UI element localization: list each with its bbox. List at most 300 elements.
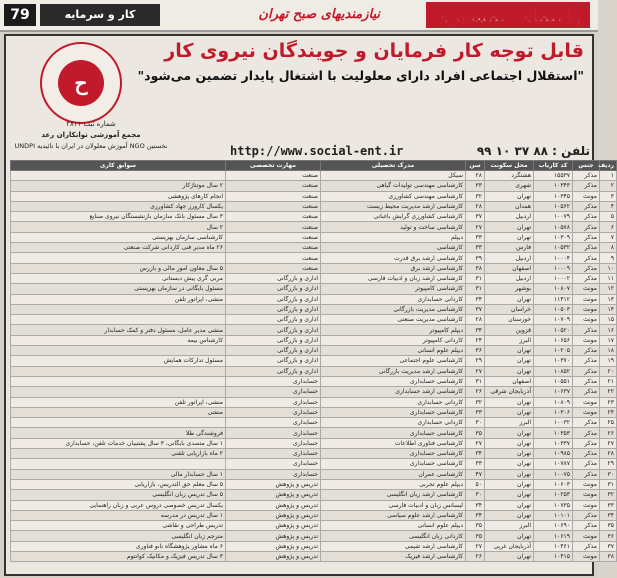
table-body [11, 171, 617, 562]
cell-experience [11, 171, 226, 181]
table-row [11, 315, 617, 325]
cell-code: ۱۰۳۳۷ [534, 438, 573, 448]
cell-residence: تهران [485, 346, 534, 356]
table-row [11, 222, 617, 232]
cell-degree: کارشناسی ارشد فیزیک [321, 551, 466, 561]
cell-age: ۳۸ [466, 263, 485, 273]
cell-age: ۳۳ [466, 232, 485, 242]
cell-gender: مذکر [573, 325, 600, 335]
cell-residence: اصفهان [485, 376, 534, 386]
job-seekers-table [10, 160, 617, 562]
cell-residence: تهران [485, 397, 534, 407]
cell-degree: کارشناسی ارشد مدیریت بازرگانی [321, 366, 466, 376]
cell-experience [11, 376, 226, 386]
registration-number: شماره ثبت ۲۸۱۱ [66, 120, 116, 128]
cell-gender: مذکر [573, 171, 600, 181]
table-header-row [11, 161, 617, 171]
cell-code: ۱۰۷۸۷ [534, 459, 573, 469]
cell-degree: کاردانی حسابداری [321, 418, 466, 428]
cell-experience: ۲ سال [11, 222, 226, 232]
cell-skill: تدریس و پژوهش [226, 521, 321, 531]
cell-experience: ۱ سال تدریس در مدرسه [11, 510, 226, 520]
cell-row-number: ۳۲ [600, 490, 617, 500]
cell-degree: کارشناسی عمران [321, 469, 466, 479]
cell-gender: مذکر [573, 438, 600, 448]
cell-code: ۱۰۳۴۳ [534, 181, 573, 191]
cell-skill: صنعت [226, 191, 321, 201]
cell-residence: تهران [485, 407, 534, 417]
table-row [11, 500, 617, 510]
cell-residence: آذربایجان غربی [485, 541, 534, 551]
cell-residence: تهران [485, 232, 534, 242]
table-row [11, 407, 617, 417]
cell-degree: لیسانس زبان و ادبیات فارسی [321, 500, 466, 510]
cell-skill: حسابداری [226, 428, 321, 438]
cell-residence: اصفهان [485, 263, 534, 273]
cell-experience: ۵ سال معلم حق التدریس، بازاریابی [11, 479, 226, 489]
cell-age: ۳۱ [466, 284, 485, 294]
website-link[interactable]: http://www.social-ent.ir [230, 144, 404, 158]
cell-age: ۳۷ [466, 212, 485, 222]
table-row [11, 191, 617, 201]
cell-gender: مذکر [573, 201, 600, 211]
cell-gender: مذکر [573, 541, 600, 551]
cell-skill: تدریس و پژوهش [226, 500, 321, 510]
cell-skill: اداری و بازرگانی [226, 366, 321, 376]
cell-degree: کارشناسی کشاورزی گرایش باغبانی [321, 212, 466, 222]
cell-age: ۵۰ [466, 479, 485, 489]
cell-degree: کارشناسی ارشد علوم سیاسی [321, 510, 466, 520]
table-row [11, 253, 617, 263]
cell-skill: تدریس و پژوهش [226, 531, 321, 541]
cell-gender: مذکر [573, 521, 600, 531]
cell-row-number: ۱۰ [600, 263, 617, 273]
table-row [11, 521, 617, 531]
cell-code: ۱۰۸۰۷ [534, 284, 573, 294]
header-degree: مدرک تحصیلی [321, 161, 466, 171]
cell-gender: مذکر [573, 356, 600, 366]
table-row [11, 479, 617, 489]
cell-code: ۱۰۸۵۲ [534, 366, 573, 376]
cell-age: ۲۶ [466, 551, 485, 561]
cell-age: ۲۷ [466, 366, 485, 376]
table-row [11, 201, 617, 211]
table-row [11, 335, 617, 345]
cell-row-number: ۳۴ [600, 510, 617, 520]
cell-residence: تهران [485, 222, 534, 232]
cell-row-number: ۳۵ [600, 521, 617, 531]
cell-experience: ۵ سال معاون امور مالی و بازرس [11, 263, 226, 273]
table-row [11, 212, 617, 222]
cell-residence: شهری [485, 181, 534, 191]
cell-degree: دیپلم کامپیوتر [321, 325, 466, 335]
cell-skill: اداری و بازرگانی [226, 335, 321, 345]
table-row [11, 304, 617, 314]
cell-code: ۱۰۰۳۲ [534, 418, 573, 428]
org-info [8, 38, 174, 156]
cell-age: ۳۳ [466, 459, 485, 469]
cell-residence: تهران [485, 479, 534, 489]
cell-residence: اردبیل [485, 253, 534, 263]
cell-row-number: ۲۶ [600, 428, 617, 438]
cell-age: ۳۶ [466, 346, 485, 356]
cell-degree: کاردانی زبان انگلیسی [321, 531, 466, 541]
cell-age: ۳۵ [466, 531, 485, 541]
cell-age: ۳۵ [466, 521, 485, 531]
cell-gender: مذکر [573, 428, 600, 438]
cell-experience: منشی مدیر عامل، مسئول دفتر و کمک حسابدار [11, 325, 226, 335]
cell-code: ۱۰۲۰۵ [534, 346, 573, 356]
cell-gender: مونث [573, 551, 600, 561]
cell-degree: کارشناسی [321, 243, 466, 253]
table-row [11, 541, 617, 551]
cell-degree: کارشناسی ارشد برق قدرت [321, 253, 466, 263]
cell-degree: کارشناسی ارشد شیمی [321, 541, 466, 551]
cell-residence: تهران [485, 294, 534, 304]
cell-row-number: ۳۰ [600, 469, 617, 479]
cell-row-number: ۱۸ [600, 346, 617, 356]
cell-gender: مونث [573, 397, 600, 407]
cell-age: ۳۴ [466, 500, 485, 510]
cell-skill: تدریس و پژوهش [226, 479, 321, 489]
table-row [11, 232, 617, 242]
cell-gender: مونث [573, 500, 600, 510]
cell-code: ۱۰۳۰۹ [534, 232, 573, 242]
cell-code: ۱۰۷۰۹ [534, 315, 573, 325]
cell-age: ۳۲ [466, 191, 485, 201]
cell-row-number: ۹ [600, 253, 617, 263]
cell-code: ۱۰۰۰۲ [534, 273, 573, 283]
table-row [11, 397, 617, 407]
cell-residence: تهران [485, 510, 534, 520]
cell-age: ۲۸ [466, 201, 485, 211]
cell-gender: مذکر [573, 346, 600, 356]
cell-skill: حسابداری [226, 449, 321, 459]
cell-residence: تهران [485, 449, 534, 459]
cell-code: ۱۰۳۴۵ [534, 191, 573, 201]
cell-experience: مترجم زبان انگلیسی [11, 531, 226, 541]
cell-age: ۳۴ [466, 449, 485, 459]
cell-code: ۱۰۵۰۳ [534, 304, 573, 314]
header-row-number: ردیف [600, 161, 617, 171]
cell-code: ۱۰۰۰۴ [534, 253, 573, 263]
cell-skill: اداری و بازرگانی [226, 346, 321, 356]
cell-age: ۲۷ [466, 438, 485, 448]
cell-code: ۱۰۳۰۶ [534, 407, 573, 417]
table-row [11, 243, 617, 253]
cell-skill: صنعت [226, 181, 321, 191]
cell-residence: خوزستان [485, 315, 534, 325]
cell-skill: صنعت [226, 201, 321, 211]
cell-row-number: ۲۵ [600, 418, 617, 428]
cell-experience [11, 346, 226, 356]
cell-age: ۳۷ [466, 304, 485, 314]
cell-row-number: ۱۳ [600, 294, 617, 304]
cell-age: ۲۸ [466, 171, 485, 181]
cell-skill: صنعت [226, 243, 321, 253]
cell-residence: تهران [485, 366, 534, 376]
cell-experience: منشی [11, 407, 226, 417]
table-row [11, 171, 617, 181]
header-residence: محل سکونت [485, 161, 534, 171]
cell-residence: تهران [485, 500, 534, 510]
cell-gender: مذکر [573, 510, 600, 520]
cell-age: ۳۳ [466, 407, 485, 417]
cell-row-number: ۳۶ [600, 531, 617, 541]
cell-age: ۳۱ [466, 273, 485, 283]
cell-degree: کارشناسی ارشد مدیریت محیط زیست [321, 201, 466, 211]
table-row [11, 181, 617, 191]
cell-degree: دیپلم علوم انسانی [321, 346, 466, 356]
cell-gender: مذکر [573, 459, 600, 469]
cell-skill: اداری و بازرگانی [226, 325, 321, 335]
org-logo-icon [40, 42, 122, 124]
cell-row-number: ۲۰ [600, 366, 617, 376]
cell-degree: کاردانی کامپیوتر [321, 335, 466, 345]
cell-code: ۱۰۶۵۶ [534, 335, 573, 345]
cell-degree: کارشناسی ارشد حسابداری [321, 387, 466, 397]
cell-gender: مذکر [573, 222, 600, 232]
cell-skill: تدریس و پژوهش [226, 541, 321, 551]
cell-experience: ۵ سال تدریس زبان انگلیسی [11, 490, 226, 500]
cell-residence: تهران [485, 356, 534, 366]
cell-row-number: ۲۴ [600, 407, 617, 417]
cell-age: ۲۸ [466, 315, 485, 325]
cell-gender: مونث [573, 335, 600, 345]
cell-row-number: ۲۸ [600, 449, 617, 459]
cell-residence: بوشهر [485, 284, 534, 294]
phone-number: تلفن : ۸۸ ۳۷ ۱۰ ۹۹ [476, 144, 590, 158]
cell-gender: مذکر [573, 366, 600, 376]
cell-skill: حسابداری [226, 376, 321, 386]
cell-row-number: ۱ [600, 171, 617, 181]
table-row [11, 531, 617, 541]
cell-row-number: ۱۲ [600, 284, 617, 294]
cell-code: ۱۰۵۲۰ [534, 325, 573, 335]
cell-gender: مونث [573, 304, 600, 314]
cell-row-number: ۲۲ [600, 387, 617, 397]
cell-gender: مذکر [573, 243, 600, 253]
cell-skill: اداری و بازرگانی [226, 315, 321, 325]
cell-skill: اداری و بازرگانی [226, 294, 321, 304]
cell-experience: یکسال تدریس خصوصی دروس عربی و زبان راهنمایی [11, 500, 226, 510]
cell-row-number: ۱۶ [600, 325, 617, 335]
cell-gender: مذکر [573, 181, 600, 191]
cell-skill: تدریس و پژوهش [226, 551, 321, 561]
cell-skill: حسابداری [226, 438, 321, 448]
cell-residence: البرز [485, 418, 534, 428]
cell-age: ۲۷ [466, 541, 485, 551]
cell-experience: مسئول تدارکات همایش [11, 356, 226, 366]
cell-row-number: ۱۵ [600, 315, 617, 325]
cell-code: ۱۰۵۵۱ [534, 376, 573, 386]
cell-residence: قزوین [485, 325, 534, 335]
cell-gender: مونث [573, 284, 600, 294]
cell-residence: تهران [485, 191, 534, 201]
table-row [11, 284, 617, 294]
cell-experience: ۱ سال متصدی بایگانی، ۳ سال پشتیبان خدمات تلفن، حسابداری [11, 438, 226, 448]
cell-experience: منشی، اپراتور تلفن [11, 397, 226, 407]
brand-masthead [168, 2, 594, 28]
cell-gender: مذکر [573, 469, 600, 479]
cell-residence: همدان [485, 201, 534, 211]
table-row [11, 438, 617, 448]
cell-skill: صنعت [226, 171, 321, 181]
cell-experience: کارشناسی سازمان بهزیستی [11, 232, 226, 242]
cell-skill: حسابداری [226, 469, 321, 479]
cell-gender: مونث [573, 191, 600, 201]
cell-degree: کاردانی حسابداری [321, 397, 466, 407]
cell-code: ۱۰۴۶۱ [534, 541, 573, 551]
cell-skill: تدریس و پژوهش [226, 490, 321, 500]
cell-row-number: ۳۸ [600, 551, 617, 561]
cell-code: ۱۰۴۱۵ [534, 551, 573, 561]
cell-residence: تهران [485, 438, 534, 448]
cell-age: ۲۶ [466, 387, 485, 397]
brand-title: راهنمای همشهری [426, 2, 590, 28]
cell-skill: حسابداری [226, 459, 321, 469]
header-age: سن [466, 161, 485, 171]
cell-residence: البرز [485, 335, 534, 345]
cell-experience: مسئول بایگانی در سازمان بهزیستی [11, 284, 226, 294]
cell-gender: مذکر [573, 212, 600, 222]
cell-age: ۳۱ [466, 376, 485, 386]
cell-residence: خراسان [485, 304, 534, 314]
cell-row-number: ۲۳ [600, 397, 617, 407]
cell-gender: مذکر [573, 232, 600, 242]
cell-degree: سیکل [321, 171, 466, 181]
cell-degree: کارشناسی ساخت و تولید [321, 222, 466, 232]
cell-code: ۱۰۲۵۳ [534, 490, 573, 500]
org-name: مجمع آموزشی توانکاران رعد [41, 131, 141, 139]
cell-experience: ۲۶ ماه مدیر فنی کاردانی شرکت صنعتی [11, 243, 226, 253]
cell-code: ۱۰۷۳۵ [534, 500, 573, 510]
cell-experience [11, 459, 226, 469]
cell-row-number: ۲۹ [600, 459, 617, 469]
cell-experience [11, 304, 226, 314]
cell-gender: مونث [573, 407, 600, 417]
cell-row-number: ۱۷ [600, 335, 617, 345]
cell-code: ۱۰۵۳۲ [534, 243, 573, 253]
cell-gender: مونث [573, 490, 600, 500]
cell-row-number: ۸ [600, 243, 617, 253]
cell-degree: کارشناسی فناوری اطلاعات [321, 438, 466, 448]
cell-age: ۳۴ [466, 325, 485, 335]
contact-line [176, 144, 590, 158]
cell-code: ۱۰۱۰۱ [534, 510, 573, 520]
page-number: 79 [4, 4, 36, 26]
cell-age: ۳۴ [466, 510, 485, 520]
cell-row-number: ۶ [600, 222, 617, 232]
cell-experience [11, 315, 226, 325]
cell-experience [11, 418, 226, 428]
cell-experience: ۳ سال تدریس فیزیک و مکانیک کوانتوم [11, 551, 226, 561]
cell-skill: صنعت [226, 232, 321, 242]
cell-row-number: ۳۳ [600, 500, 617, 510]
cell-skill: صنعت [226, 263, 321, 273]
ad-title: قابل توجه کار فرمایان و جویندگان نیروی کار [164, 40, 584, 62]
cell-experience: ۲ سال موتناژکار [11, 181, 226, 191]
cell-code: ۱۰۹۸۵ [534, 449, 573, 459]
cell-age: ۳۲ [466, 397, 485, 407]
cell-experience: ۶ ماه مشاور پژوهشگاه نانو فناوری [11, 541, 226, 551]
cell-residence: اردبیل [485, 212, 534, 222]
cell-skill: حسابداری [226, 387, 321, 397]
table-row [11, 294, 617, 304]
cell-experience: کارشناس بیمه [11, 335, 226, 345]
table-row [11, 366, 617, 376]
cell-skill: صنعت [226, 212, 321, 222]
table-row [11, 325, 617, 335]
cell-degree: کارشناسی ارشد زبان و ادبیات فارسی [321, 273, 466, 283]
cell-experience: ۳ سال مسئول بانک سازمان بازنشستگان نیروی صنایع [11, 212, 226, 222]
cell-gender: مذکر [573, 376, 600, 386]
cell-experience: تدریس طراحی و نقاشی [11, 521, 226, 531]
cell-degree: کاردانی حسابداری [321, 294, 466, 304]
cell-residence: البرز [485, 521, 534, 531]
cell-experience: مربی گری پیش دبستانی [11, 273, 226, 283]
table-row [11, 490, 617, 500]
cell-residence: تهران [485, 469, 534, 479]
cell-gender: مونث [573, 315, 600, 325]
cell-row-number: ۱۱ [600, 273, 617, 283]
section-label: کار و سرمایه [40, 4, 160, 26]
cell-code: ۱۰۰۰۹ [534, 263, 573, 273]
cell-residence: تهران [485, 551, 534, 561]
cell-experience [11, 366, 226, 376]
header-experience: سوابق کاری [11, 161, 226, 171]
cell-row-number: ۲۷ [600, 438, 617, 448]
cell-skill: صنعت [226, 222, 321, 232]
ad-subtitle: "استقلال اجتماعی افراد دارای معلولیت با اشتغال پایدار تضمین می‌شود" [137, 68, 584, 83]
cell-age: ۳۳ [466, 181, 485, 191]
table-row [11, 356, 617, 366]
cell-gender: مذکر [573, 418, 600, 428]
advertisement-box [4, 34, 614, 576]
cell-degree: کارشناسی ارشد زبان انگلیسی [321, 490, 466, 500]
cell-experience: انجام کارهای پژوهشی [11, 191, 226, 201]
cell-row-number: ۳۱ [600, 479, 617, 489]
cell-degree: دیپلم علوم تجربی [321, 479, 466, 489]
cell-code: ۱۰۰۷۹ [534, 212, 573, 222]
cell-degree: کارشناسی حسابداری [321, 376, 466, 386]
cell-code: ۱۰۳۵۳ [534, 428, 573, 438]
header-skill: مهارت تخصصی [226, 161, 321, 171]
cell-skill: اداری و بازرگانی [226, 304, 321, 314]
cell-age: ۲۷ [466, 222, 485, 232]
cell-code: ۱۰۶۹۰ [534, 521, 573, 531]
cell-row-number: ۲۱ [600, 376, 617, 386]
cell-row-number: ۱۴ [600, 304, 617, 314]
table-row [11, 459, 617, 469]
cell-code: ۱۰۶۱۹ [534, 531, 573, 541]
cell-code: ۱۵۵۳۷ [534, 171, 573, 181]
cell-gender: مونث [573, 479, 600, 489]
header-gender: جنس [573, 161, 600, 171]
cell-row-number: ۱۹ [600, 356, 617, 366]
cell-degree: کارشناسی کامپیوتر [321, 284, 466, 294]
cell-code: ۱۰۰۷۵ [534, 469, 573, 479]
cell-age: ۲۹ [466, 356, 485, 366]
table-row [11, 469, 617, 479]
cell-skill: صنعت [226, 253, 321, 263]
cell-skill: تدریس و پژوهش [226, 510, 321, 520]
cell-experience [11, 387, 226, 397]
cell-gender: مذکر [573, 449, 600, 459]
cell-degree: کارشناسی ارشد برق [321, 263, 466, 273]
cell-residence: هشتگرد [485, 171, 534, 181]
cell-degree: کارشناسی علوم اجتماعی [321, 356, 466, 366]
